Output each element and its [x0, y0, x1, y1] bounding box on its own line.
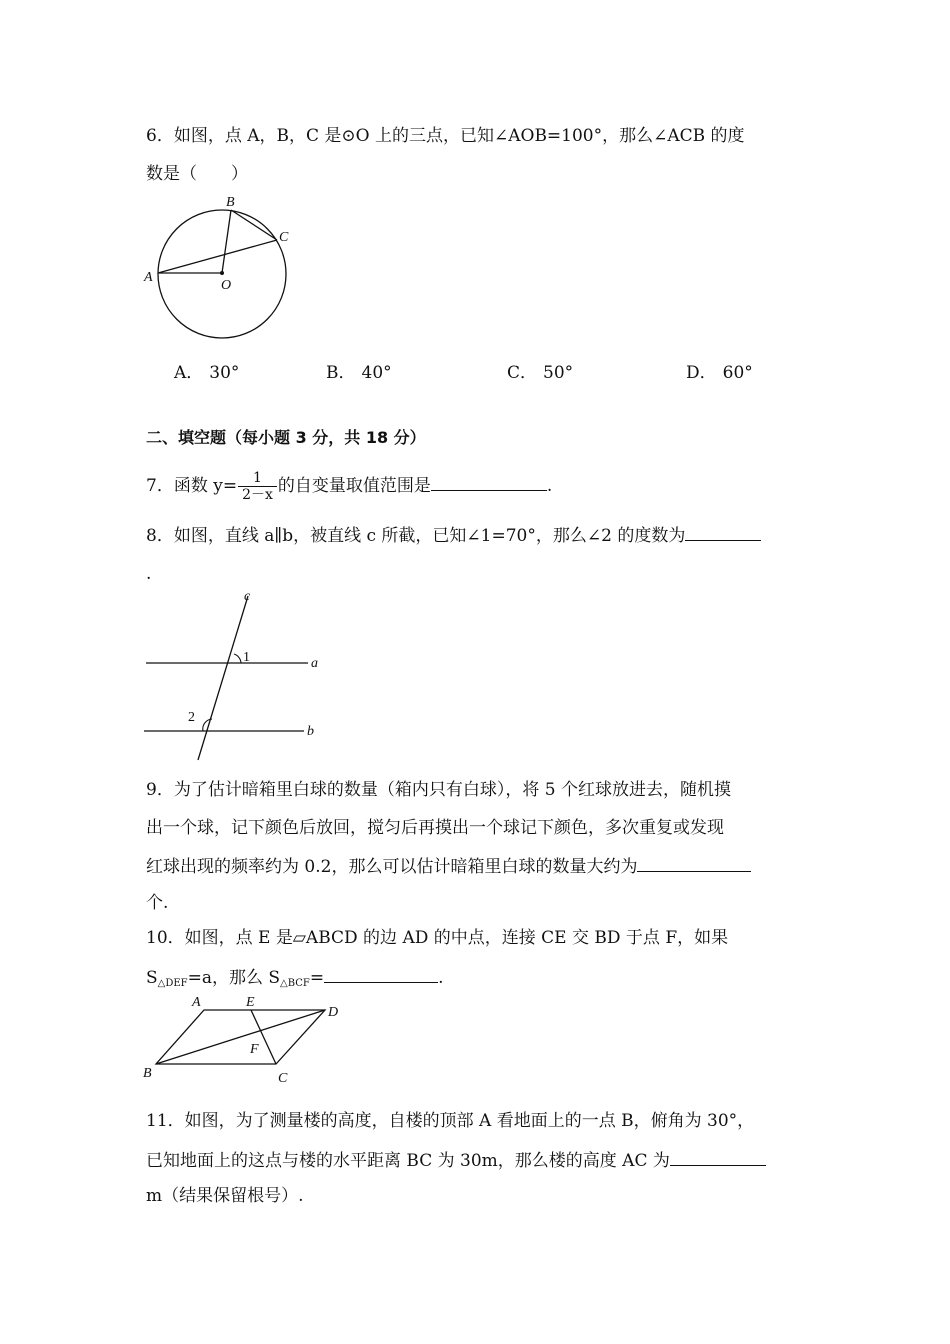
label-b: B [143, 1066, 152, 1081]
q10-text-line1: 10．如图，点 E 是▱ABCD 的边 AD 的中点，连接 CE 交 BD 于点 F，如果 [146, 928, 729, 948]
q9-text-line3: 红球出现的频率约为 0.2，那么可以估计暗箱里白球的数量大约为 [146, 853, 751, 879]
q8-text-line2: . [146, 564, 152, 584]
label-c: C [278, 1071, 288, 1086]
label-o: O [221, 278, 232, 293]
q9-text-line1: 9．为了估计暗箱里白球的数量（箱内只有白球），将 5 个红球放进去，随机摸 [146, 780, 731, 800]
q6-option-c: C． 50° [507, 363, 574, 383]
label-1: 1 [243, 650, 250, 665]
label-e: E [246, 995, 255, 1010]
q7-text: 7．函数 y= $\frac{1}{2-x}$ 的自变量取值范围是 . [146, 470, 553, 503]
angle-1-arc [234, 654, 241, 663]
label-f: F [250, 1042, 259, 1057]
q6-text-line2: 数是（ ） [146, 164, 248, 184]
label-a: A [144, 270, 153, 285]
label-b: B [226, 195, 235, 210]
q10-parallelogram-figure [140, 992, 350, 1087]
section-2-title: 二、填空题（每小题 3 分，共 18 分） [146, 428, 426, 447]
q11-text-line3: m（结果保留根号）. [146, 1186, 304, 1206]
q6-circle-figure [140, 190, 300, 350]
q7-answer-blank [431, 472, 547, 491]
q11-answer-blank [670, 1147, 766, 1166]
label-2: 2 [188, 710, 195, 725]
label-a-line: a [311, 656, 318, 671]
q6-text-line1: 6．如图，点 A，B，C 是⊙O 上的三点，已知∠AOB=100°，那么∠ACB 的度 [146, 126, 745, 146]
q11-text-line2: 已知地面上的这点与楼的水平距离 BC 为 30m，那么楼的高度 AC 为 [146, 1147, 766, 1173]
q9-text-line2: 出一个球，记下颜色后放回，搅匀后再摸出一个球记下颜色，多次重复或发现 [146, 818, 724, 838]
q8-answer-blank [685, 522, 761, 541]
q10-text-line2: $S_{\triangle DEF}=a$，那么 $S_{\triangle BCF}=$ . [146, 964, 444, 996]
q6-option-b: B． 40° [326, 363, 392, 383]
label-d: D [328, 1005, 339, 1020]
q8-text-line1: 8．如图，直线 a∥b，被直线 c 所截，已知∠1=70°，那么∠2 的度数为 [146, 522, 761, 548]
segment-ac [158, 240, 277, 273]
q6-option-d: D． 60° [686, 363, 753, 383]
label-c: C [279, 230, 289, 245]
segment-bc [231, 210, 277, 240]
q10-answer-blank [324, 964, 438, 983]
q8-parallel-lines-figure [140, 588, 330, 768]
q9-answer-blank [637, 853, 751, 872]
segment-ob [222, 210, 231, 273]
q9-text-line4: 个. [146, 893, 169, 913]
label-c-line: c [244, 589, 251, 604]
line-c [198, 596, 248, 760]
center-point-o [220, 271, 224, 275]
label-a: A [192, 995, 201, 1010]
q6-option-a: A． 30° [174, 363, 240, 383]
q7-fraction: $\frac{1}{2-x}$ [238, 470, 277, 503]
label-b-line: b [307, 724, 314, 739]
q11-text-line1: 11．如图，为了测量楼的高度，自楼的顶部 A 看地面上的一点 B，俯角为 30°， [146, 1111, 755, 1131]
